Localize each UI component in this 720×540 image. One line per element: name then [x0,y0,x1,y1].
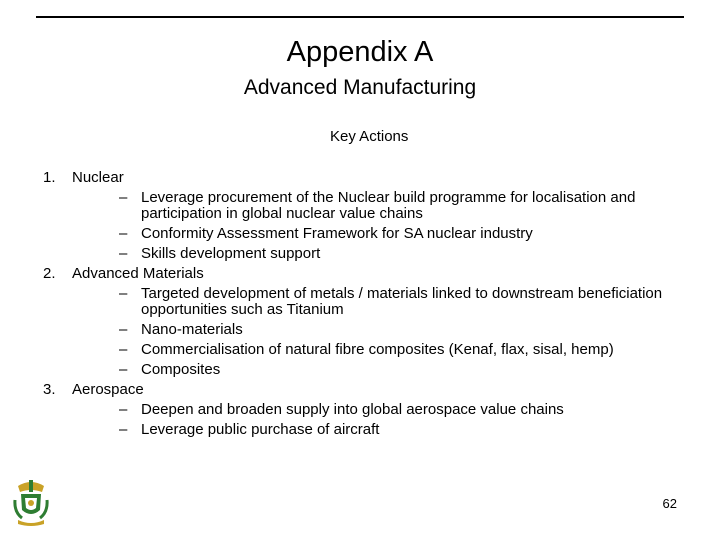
key-actions-list [40,170,690,442]
dash-bullet: – [119,421,128,438]
dash-bullet: – [119,401,128,418]
top-divider [36,16,684,18]
dash-bullet: – [119,361,128,378]
dash-bullet: – [119,321,128,338]
dash-bullet: – [119,341,128,358]
sub-item [72,246,690,262]
list-number: 2. [43,265,56,282]
list-item [40,266,690,378]
sub-item-text: Skills development support [141,245,321,262]
list-number: 3. [43,381,56,398]
sub-item-text: Conformity Assessment Framework for SA nuclear industry [141,225,533,242]
sub-item-text: Targeted development of metals / materials linked to downstream beneficiation opportunities such as Titanium [141,285,663,318]
sub-item [72,342,690,358]
dash-bullet: – [119,285,128,302]
dash-bullet: – [119,245,128,262]
list-item-label: Aerospace [72,381,144,398]
list-item [40,382,690,438]
section-heading: Key Actions [330,128,409,145]
page-number: 62 [662,496,677,511]
dash-bullet: – [119,189,128,206]
list-item-label: Advanced Materials [72,265,204,282]
sub-item [72,402,690,418]
sub-item-text: Leverage public purchase of aircraft [141,421,380,438]
sub-item [72,286,690,318]
sub-item-text: Nano-materials [141,321,243,338]
page-title: Appendix A [286,36,434,68]
sub-item [72,226,690,242]
sub-item-text: Commercialisation of natural fibre composites (Kenaf, flax, sisal, hemp) [141,341,614,358]
dash-bullet: – [119,225,128,242]
sub-item [72,362,690,378]
coat-of-arms-icon [12,478,50,528]
sub-item-text: Composites [141,361,221,378]
page-subtitle: Advanced Manufacturing [243,76,477,99]
sub-item [72,322,690,338]
list-item [40,170,690,262]
sub-item-text: Deepen and broaden supply into global aerospace value chains [141,401,564,418]
list-item-label: Nuclear [72,169,124,186]
sub-item [72,190,690,222]
sub-item-text: Leverage procurement of the Nuclear build programme for localisation and participation in global nuclear value chains [141,189,636,222]
list-number: 1. [43,169,56,186]
sub-item [72,422,690,438]
